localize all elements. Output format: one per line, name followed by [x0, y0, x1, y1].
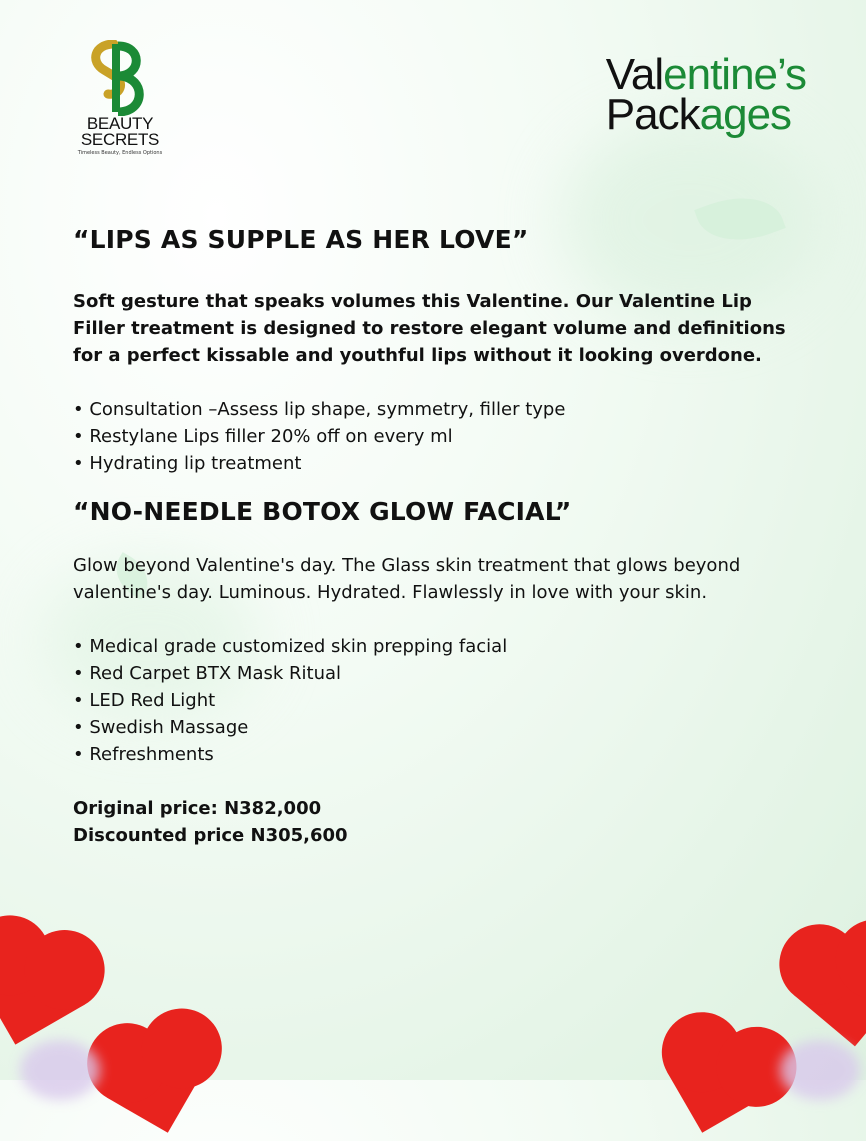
section2-title: “NO-NEEDLE BOTOX GLOW FACIAL” [73, 497, 572, 526]
headline-line1-green: entine’s [663, 50, 806, 99]
balloon-decoration [780, 1040, 860, 1100]
logo-tagline: Timeless Beauty, Endless Options [77, 150, 163, 156]
headline-line2-green: ages [699, 90, 792, 139]
logo-monogram [84, 40, 148, 116]
balloon-decoration [20, 1040, 100, 1100]
headline-line1-dark: Val [605, 50, 664, 99]
headline-line2 [605, 90, 806, 139]
page-headline [605, 50, 806, 139]
brand-logo [70, 40, 170, 156]
heart-icon [0, 935, 85, 1044]
list-item: • Swedish Massage [73, 717, 249, 738]
headline-line2-dark: Pack [605, 90, 700, 139]
section2-list [73, 633, 803, 768]
main-content [73, 225, 803, 849]
list-item: • Hydrating lip treatment [73, 453, 302, 474]
headline-line1 [605, 50, 806, 99]
original-price: Original price: N382,000 [73, 798, 322, 819]
logo-brand-line2: SECRETS [80, 130, 160, 149]
heart-icon [107, 1037, 203, 1133]
list-item: • Medical grade customized skin prepping facial [73, 636, 508, 657]
list-item: • Red Carpet BTX Mask Ritual [73, 663, 342, 684]
section1-description: Soft gesture that speaks volumes this Valentine. Our Valentine Lip Filler treatment is designed to restore elegant volume and definitions for a perfect kissable and youthful lips without it looking overdone. [73, 291, 786, 366]
section1-list [73, 396, 803, 477]
discounted-price: Discounted price N305,600 [73, 825, 348, 846]
list-item: • Restylane Lips filler 20% off on every ml [73, 426, 453, 447]
heart-icon [667, 1037, 763, 1133]
heart-icon [794, 934, 866, 1047]
section1-title: “LIPS AS SUPPLE AS HER LOVE” [73, 225, 529, 254]
section2-description: Glow beyond Valentine's day. The Glass skin treatment that glows beyond valentine's day. Luminous. Hydrated. Flawlessly in love with your skin. [73, 555, 741, 603]
list-item: • Consultation –Assess lip shape, symmetry, filler type [73, 399, 566, 420]
logo-brand-line1: BEAUTY [86, 114, 154, 133]
list-item: • Refreshments [73, 744, 214, 765]
list-item: • LED Red Light [73, 690, 216, 711]
